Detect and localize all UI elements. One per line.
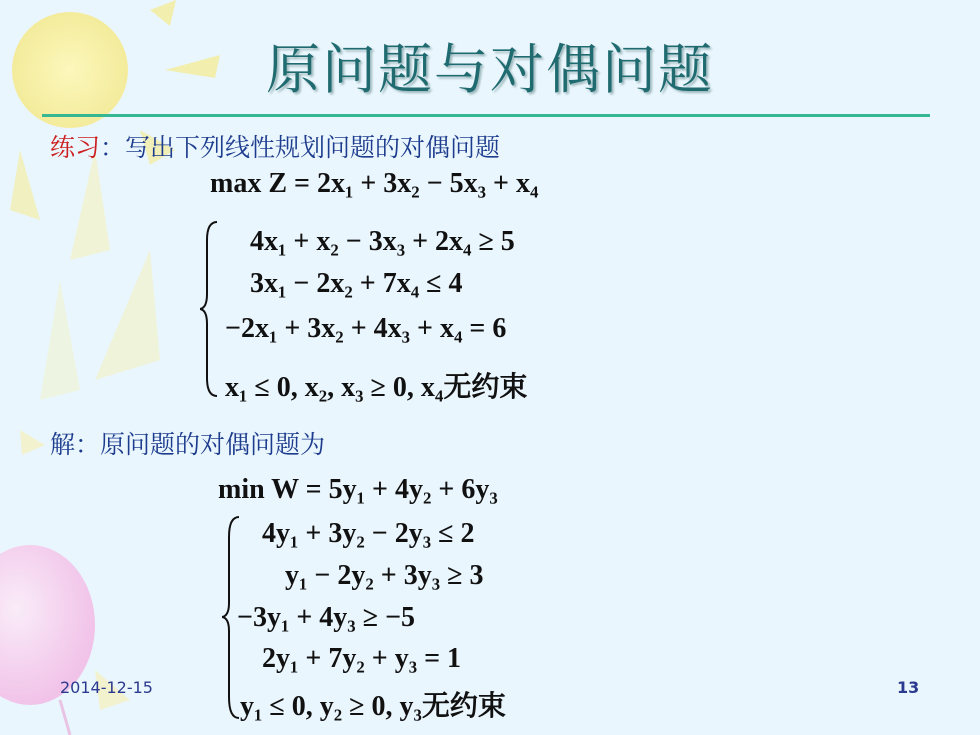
dual-sign-constraints: y₁ ≤ 0, y₂ ≥ 0, y₃无约束: [240, 691, 506, 722]
dual-constraint-2: y₁ − 2y₂ + 3y₃ ≥ 3: [285, 560, 484, 591]
primal-constraint-1: 4x₁ + x₂ − 3x₃ + 2x₄ ≥ 5: [250, 226, 515, 257]
solution-label: 解: [50, 430, 76, 459]
page-number: 13: [897, 678, 920, 697]
slide-title: 原问题与对偶问题: [266, 38, 714, 101]
primal-brace: [200, 220, 220, 398]
dual-constraint-4: 2y₁ + 7y₂ + y₃ = 1: [262, 643, 462, 674]
solution-text: ：原问题的对偶问题为: [75, 430, 326, 459]
dual-constraint-3: −3y₁ + 4y₃ ≥ −5: [237, 602, 416, 633]
primal-constraint-3: −2x₁ + 3x₂ + 4x₃ + x₄ = 6: [225, 313, 507, 344]
solution-heading: [50, 425, 325, 461]
footer-date: 2014-12-15: [60, 678, 153, 697]
dual-objective: min W = 5y₁ + 4y₂ + 6y₃: [218, 474, 498, 505]
exercise-heading: [50, 128, 500, 164]
primal-constraint-2: 3x₁ − 2x₂ + 7x₄ ≤ 4: [250, 268, 463, 299]
title-underline: [42, 114, 930, 117]
exercise-text: ：写出下列线性规划问题的对偶问题: [100, 133, 501, 162]
balloon-icon: [0, 545, 95, 735]
primal-objective: max Z = 2x₁ + 3x₂ − 5x₃ + x₄: [210, 168, 539, 199]
primal-sign-constraints: x₁ ≤ 0, x₂, x₃ ≥ 0, x₄无约束: [225, 372, 528, 403]
exercise-label: 练习: [50, 133, 101, 162]
dual-constraint-1: 4y₁ + 3y₂ − 2y₃ ≤ 2: [262, 518, 475, 549]
